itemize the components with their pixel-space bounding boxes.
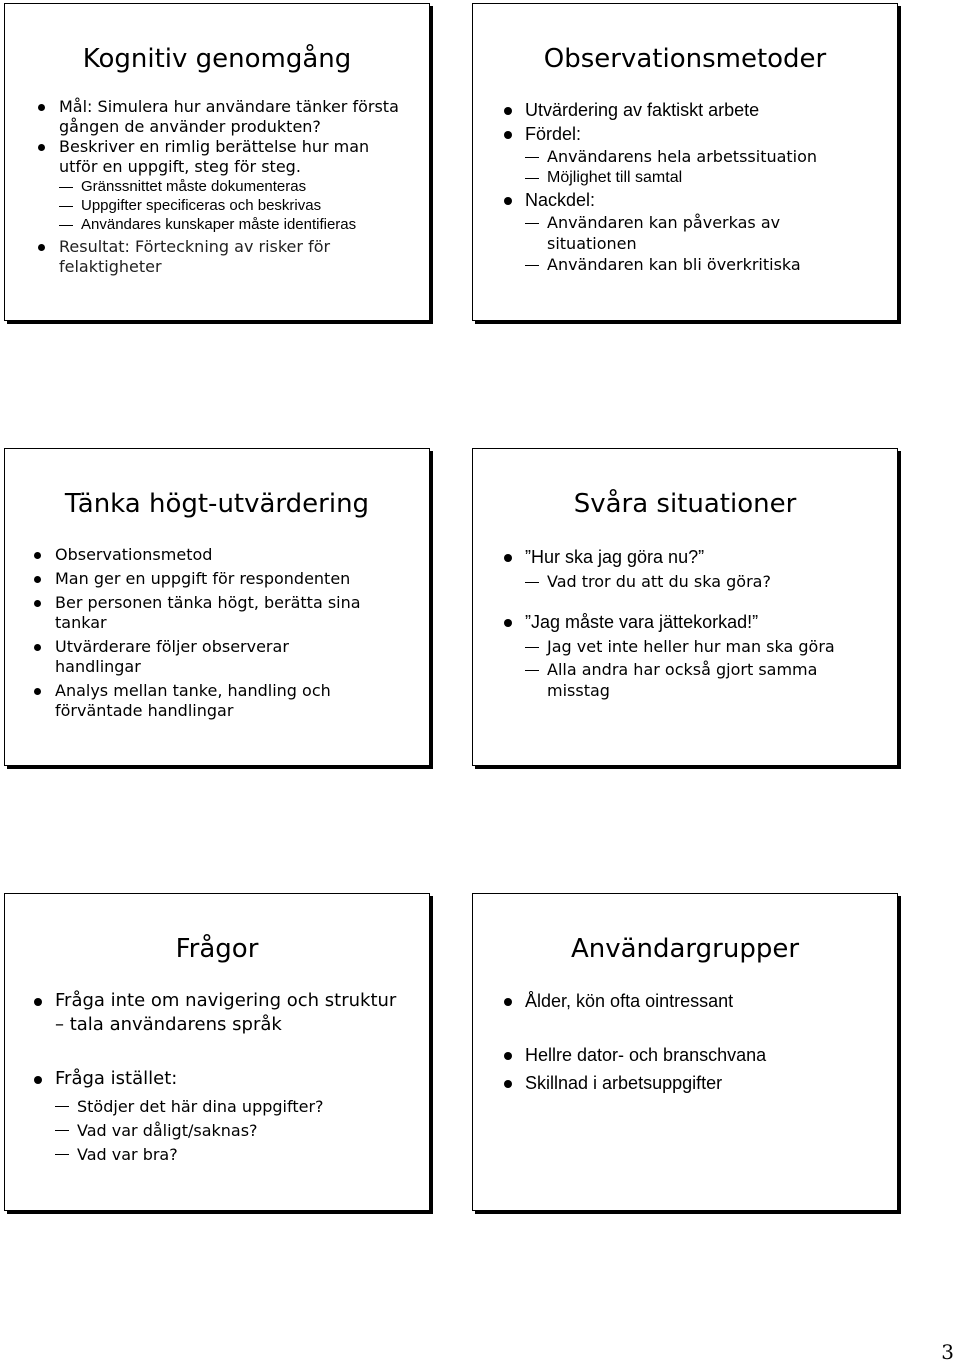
sub-item: Användares kunskaper måste identifieras — [59, 215, 405, 234]
bullet-item: Resultat: Förteckning av risker för felaktigheter — [35, 237, 405, 277]
slide-kognitiv-genomgang — [4, 3, 430, 321]
slide-tanka-hogt-utvardering — [4, 448, 430, 766]
sub-item: Användarens hela arbetssituation — [525, 146, 881, 167]
bullet-item: Ålder, kön ofta ointressant — [501, 989, 881, 1013]
sub-item: Vad tror du att du ska göra? — [525, 571, 881, 592]
bullet-item: Utvärderare följer observerar handlingar — [31, 637, 355, 677]
slide-title: Frågor — [175, 934, 259, 964]
sub-item: Gränssnittet måste dokumenteras — [59, 177, 405, 196]
sub-item: Möjlighet till samtal — [525, 167, 881, 188]
bullet-item: Fråga inte om navigering och struktur – tala användarens språk — [31, 989, 405, 1037]
bullet-item: Fördel: — [501, 122, 881, 146]
slide-bullet-list — [501, 989, 881, 1095]
sub-item: Jag vet inte heller hur man ska göra — [525, 636, 881, 657]
sub-item: Användaren kan påverkas av situationen — [525, 212, 807, 254]
slide-bullet-list — [501, 545, 881, 701]
bullet-item: Skillnad i arbetsuppgifter — [501, 1071, 881, 1095]
bullet-item: Man ger en uppgift för respondenten — [31, 569, 411, 589]
slide-title: Kognitiv genomgång — [82, 44, 352, 74]
bullet-item: Hellre dator- och branschvana — [501, 1043, 881, 1067]
sub-item: Vad var bra? — [55, 1143, 421, 1167]
sub-item: Stödjer det här dina uppgifter? — [55, 1095, 421, 1119]
sub-item: Alla andra har också gjort samma misstag — [525, 659, 847, 701]
bullet-item: Fråga istället: — [31, 1067, 421, 1091]
bullet-item: Utvärdering av faktiskt arbete — [501, 98, 881, 122]
bullet-item: Nackdel: — [501, 188, 881, 212]
slide-title: Svåra situationer — [573, 489, 797, 519]
bullet-item: Analys mellan tanke, handling och förväntade handlingar — [31, 681, 375, 721]
slide-bullet-list — [501, 98, 881, 275]
bullet-item: ”Hur ska jag göra nu?” — [501, 545, 881, 569]
page-number: 3 — [941, 1340, 954, 1364]
slide-fragor — [4, 893, 430, 1211]
sub-item: Vad var dåligt/saknas? — [55, 1119, 421, 1143]
sub-item: Användaren kan bli överkritiska — [525, 254, 881, 275]
bullet-item: ”Jag måste vara jättekorkad!” — [501, 610, 881, 634]
slide-observationsmetoder — [472, 3, 898, 321]
sub-item: Uppgifter specificeras och beskrivas — [59, 196, 405, 215]
slide-bullet-list — [31, 545, 411, 721]
slide-title: Användargrupper — [570, 934, 800, 964]
slide-bullet-list — [35, 97, 405, 277]
slide-title: Tänka högt-utvärdering — [64, 489, 370, 519]
slide-bullet-list — [31, 989, 421, 1167]
bullet-item: Ber personen tänka högt, berätta sina tankar — [31, 593, 395, 633]
slide-title: Observationsmetoder — [543, 44, 827, 74]
slide-anvandargrupper — [472, 893, 898, 1211]
bullet-item: Observationsmetod — [31, 545, 411, 565]
bullet-item: Beskriver en rimlig berättelse hur man utför en uppgift, steg för steg. — [35, 137, 405, 177]
bullet-item: Mål: Simulera hur användare tänker första gången de använder produkten? — [35, 97, 405, 137]
slide-svara-situationer — [472, 448, 898, 766]
